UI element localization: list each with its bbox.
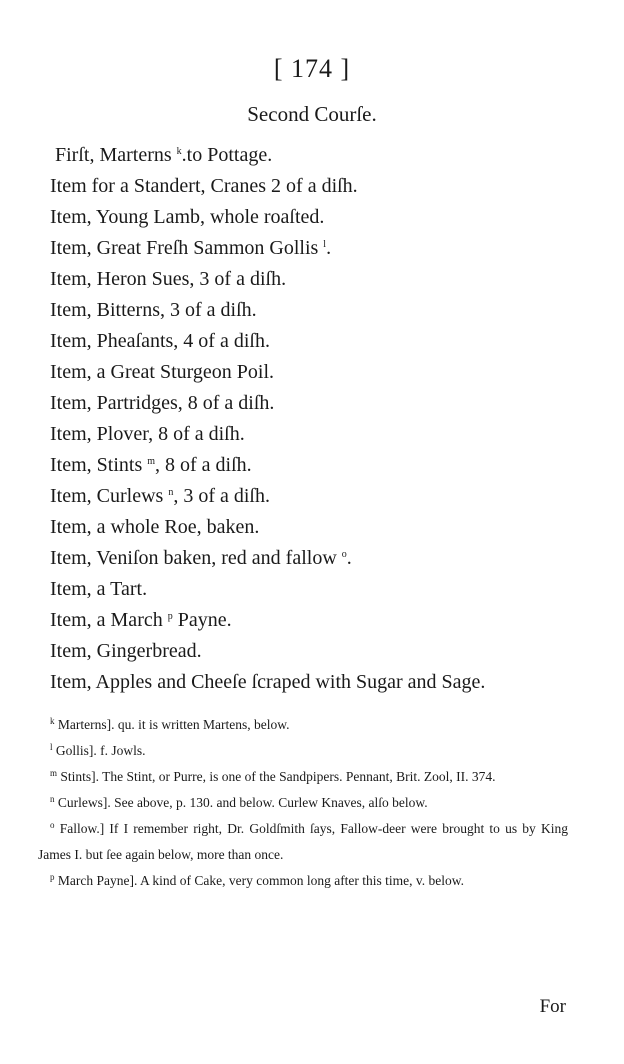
footnote-text: March Payne]. A kind of Cake, very common long after this time, v. below. — [54, 873, 465, 888]
menu-item — [50, 295, 590, 326]
footnote-mark: m — [147, 456, 156, 467]
menu-item — [50, 636, 590, 667]
menu-item — [50, 543, 590, 574]
menu-item — [50, 419, 590, 450]
menu-item-text: Item for a Standert, Cranes 2 of a diſh. — [50, 175, 358, 197]
footnote-mark: k — [50, 716, 55, 726]
menu-item-text: Item, Heron Sues, 3 of a diſh. — [50, 268, 287, 290]
menu-item-text: Item, Apples and Cheeſe ſcraped with Sugar and Sage. — [50, 671, 486, 693]
menu-item-text: Item, Gingerbread. — [50, 640, 202, 662]
menu-item-text: Item, Great Freſh Sammon Gollis — [50, 237, 324, 259]
footnote-mark: o — [50, 820, 55, 830]
menu-item-text: Item, Plover, 8 of a diſh. — [50, 423, 245, 445]
footnote-mark: o — [341, 549, 347, 560]
menu-item-text: Item, a Tart. — [50, 578, 148, 600]
page-number: [ 174 ] — [273, 54, 351, 83]
menu-item-text: . — [346, 547, 352, 569]
menu-item — [50, 574, 590, 605]
footnote-text: Marterns]. qu. it is written Martens, below. — [54, 717, 290, 732]
menu-item-text: Item, Partridges, 8 of a diſh. — [50, 392, 275, 414]
catchword: For — [539, 996, 566, 1017]
menu-item-text: Item, Stints — [50, 454, 148, 476]
menu-item — [50, 481, 590, 512]
menu-item-text: . — [326, 237, 332, 259]
menu-item-text: Item, a Great Sturgeon Poil. — [50, 361, 275, 383]
footnote — [38, 764, 568, 790]
menu-item — [50, 233, 590, 264]
course-title: Second Courſe. — [247, 102, 377, 126]
footnote-text: Fallow.] If I remember right, Dr. Goldſmith ſays, Fallow-deer were brought to us by King James I. but ſee again below, more than once. — [38, 821, 568, 862]
menu-item-text: Payne. — [172, 609, 232, 631]
menu-item-text: Item, Young Lamb, whole roaſted. — [50, 206, 325, 228]
menu-item — [50, 512, 590, 543]
menu-item — [50, 202, 590, 233]
menu-item — [50, 605, 590, 636]
footnote-mark: p — [167, 611, 173, 622]
menu-item-text: Item, Bitterns, 3 of a diſh. — [50, 299, 257, 321]
menu-item-text: Item, a whole Roe, baken. — [50, 516, 260, 538]
footnote — [38, 712, 568, 738]
menu-item-text: Item, a March — [50, 609, 168, 631]
footnotes — [38, 712, 568, 894]
footnote-mark: m — [50, 768, 58, 778]
menu-item-text: Item, Pheaſants, 4 of a diſh. — [50, 330, 270, 352]
footnote-text: Gollis]. f. Jowls. — [52, 743, 146, 758]
menu-item-text: .to Pottage. — [181, 144, 273, 166]
footnote-mark: p — [50, 872, 55, 882]
menu-item — [50, 264, 590, 295]
footnote — [38, 816, 568, 868]
menu-item-text: , 8 of a diſh. — [155, 454, 252, 476]
menu-item-text: Item, Curlews — [50, 485, 169, 507]
menu-item-text: , 3 of a diſh. — [173, 485, 270, 507]
footnote-mark: k — [176, 146, 182, 157]
footnote — [38, 790, 568, 816]
footnote-mark: n — [50, 794, 55, 804]
footnote — [38, 738, 568, 764]
menu-list — [50, 140, 590, 698]
footnote-text: Curlews]. See above, p. 130. and below. Curlew Knaves, alſo below. — [54, 795, 428, 810]
menu-item — [50, 357, 590, 388]
menu-item-text: Firſt, Marterns — [55, 144, 177, 166]
footnote-mark: l — [323, 239, 327, 250]
footnote-mark: n — [168, 487, 174, 498]
menu-item — [50, 450, 590, 481]
footnote-text: Stints]. The Stint, or Purre, is one of the Sandpipers. Pennant, Brit. Zool, II. 374. — [57, 769, 496, 784]
menu-item-text: Item, Veniſon baken, red and fallow — [50, 547, 342, 569]
menu-item — [50, 171, 590, 202]
footnote-mark: l — [50, 742, 53, 752]
menu-item — [50, 326, 590, 357]
menu-item — [50, 667, 590, 698]
footnote — [38, 868, 568, 894]
menu-item — [50, 388, 590, 419]
menu-item — [50, 140, 590, 171]
